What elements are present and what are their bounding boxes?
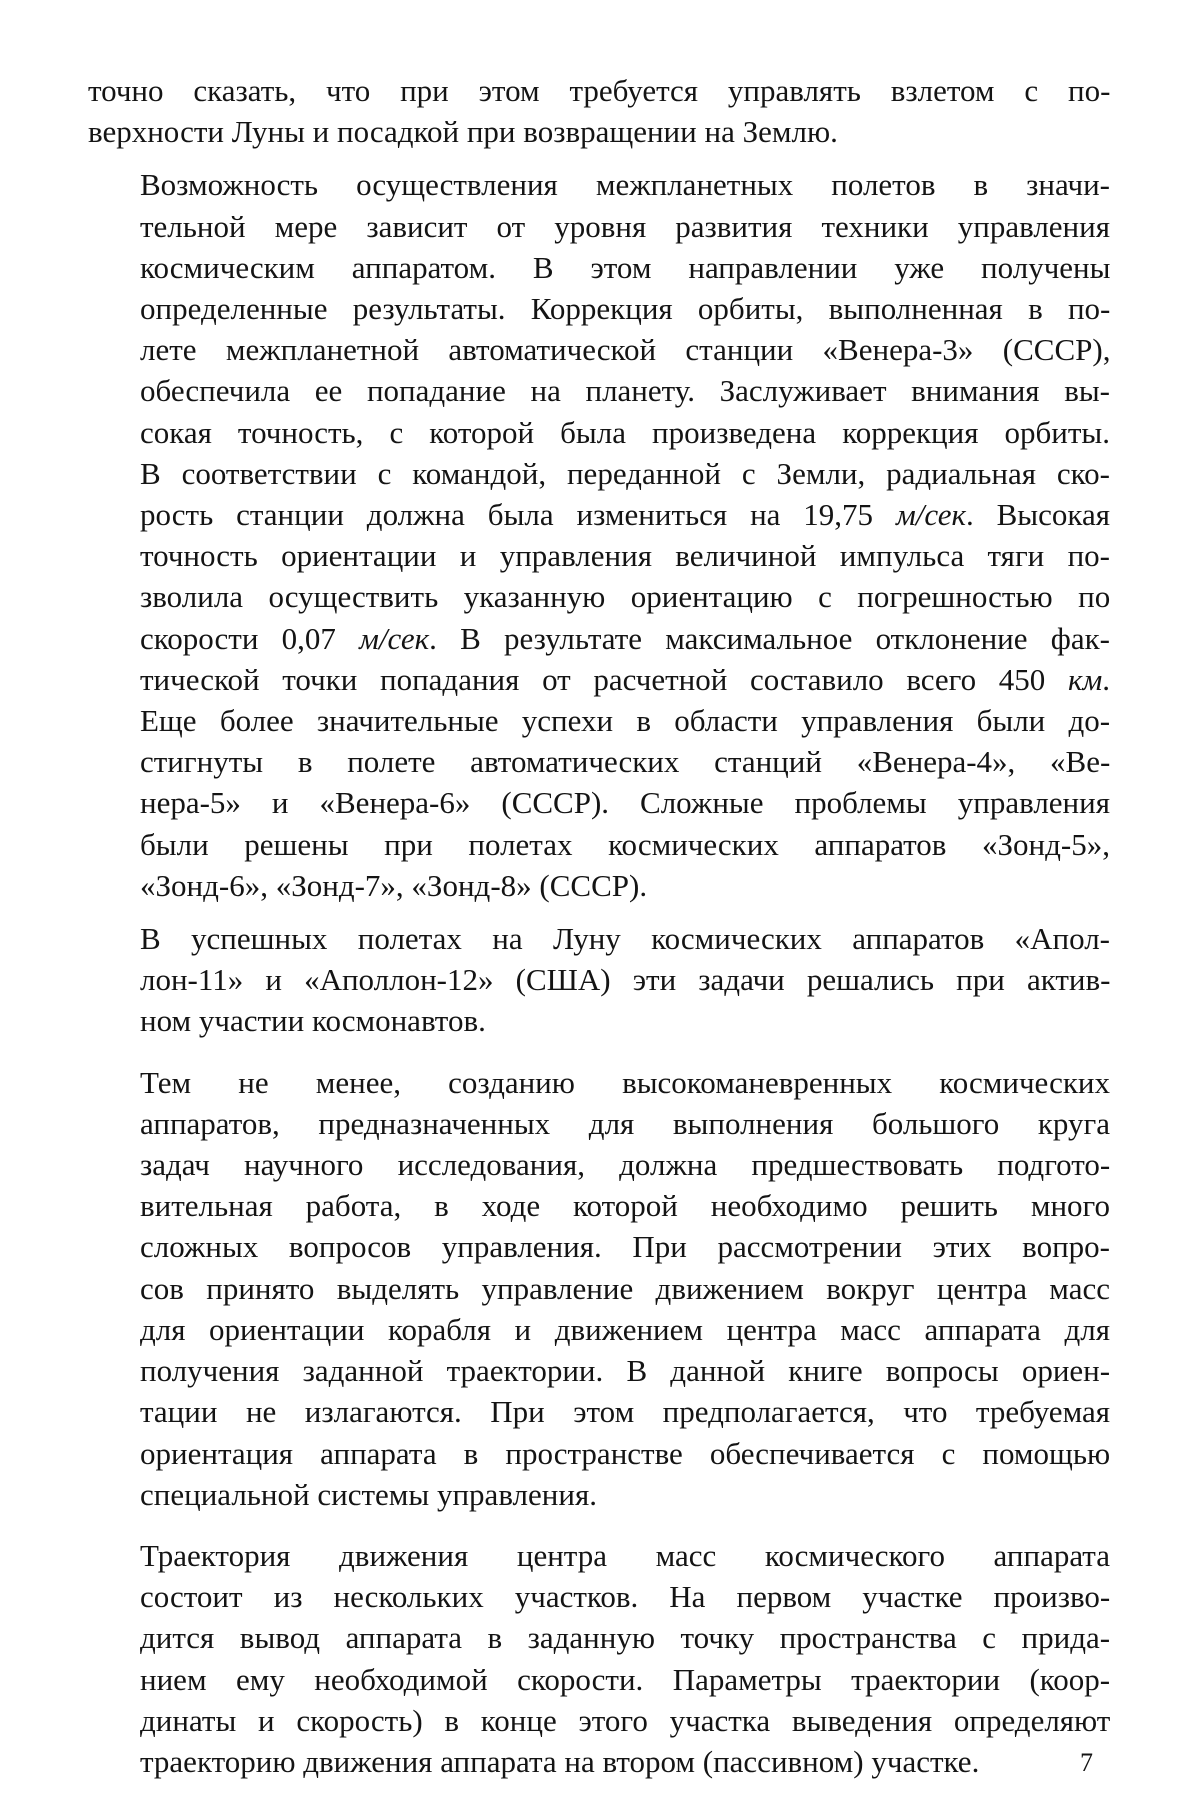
paragraph-3 — [88, 918, 1110, 1042]
text-line: рость станции должна была измениться на 19,75 м/сек. Высокая — [140, 497, 1111, 533]
text-line: сложных вопросов управления. При рассмотрении этих вопро- — [140, 1229, 1110, 1265]
text-line: Возможность осуществления межпланетных полетов в значи- — [140, 167, 1110, 203]
text-line: для ориентации корабля и движением центра масс аппарата для — [140, 1311, 1110, 1347]
text-line: Еще более значительные успехи в области управления были до- — [140, 703, 1111, 739]
text-line: тации не излагаются. При этом предполагается, что требуемая — [140, 1394, 1110, 1430]
text-line: нера-5» и «Венера-6» (СССР). Сложные проблемы управления — [140, 785, 1110, 821]
text-line: скорости 0,07 м/сек. В результате максимальное отклонение фак- — [140, 620, 1110, 656]
text-line: дится вывод аппарата в заданную точку пространства с прида- — [140, 1620, 1111, 1656]
text-line: специальной системы управления. — [140, 1476, 597, 1512]
text-line: верхности Луны и посадкой при возвращении на Землю. — [88, 114, 838, 150]
text-line: стигнуты в полете автоматических станций «Венера-4», «Ве- — [140, 744, 1111, 780]
text-line: обеспечила ее попадание на планету. Заслуживает внимания вы- — [140, 373, 1110, 409]
text-line: динаты и скорость) в конце этого участка выведения определяют — [140, 1702, 1111, 1738]
text-line: Траектория движения центра масс космического аппарата — [140, 1537, 1110, 1573]
text-line: были решены при полетах космических аппаратов «Зонд-5», — [140, 826, 1110, 862]
paragraph-4 — [88, 1062, 1110, 1515]
text-line: космическим аппаратом. В этом направлении уже получены — [140, 249, 1111, 285]
text-line: В успешных полетах на Луну космических аппаратов «Апол- — [140, 921, 1110, 957]
text-line: определенные результаты. Коррекция орбиты, выполненная в по- — [140, 291, 1111, 327]
text-line: Тем не менее, созданию высокоманевренных космических — [140, 1064, 1110, 1100]
text-line: сокая точность, с которой была произведена коррекция орбиты. — [140, 414, 1110, 450]
unit: м/сек — [895, 497, 966, 533]
text-line: тической точки попадания от расчетной составило всего 450 км. — [140, 661, 1110, 697]
text-line: точно сказать, что при этом требуется управлять взлетом с по- — [88, 73, 1111, 108]
paragraph-2 — [88, 164, 1110, 906]
text-line: ном участии космонавтов. — [140, 1003, 486, 1039]
text-line: лон-11» и «Аполлон-12» (США) эти задачи решались при актив- — [140, 962, 1111, 998]
unit: км — [1067, 661, 1103, 697]
text-line: В соответствии с командой, переданной с Земли, радиальная ско- — [140, 455, 1110, 491]
text-line: задач научного исследования, должна предшествовать подгото- — [140, 1147, 1111, 1183]
text-line: получения заданной траектории. В данной книге вопросы ориен- — [140, 1353, 1111, 1389]
text-line: тельной мере зависит от уровня развития техники управления — [140, 208, 1110, 244]
text-line: зволила осуществить указанную ориентацию с погрешностью по — [140, 579, 1111, 615]
text-line: лете межпланетной автоматической станции «Венера-3» (СССР), — [140, 332, 1111, 368]
text-line: точность ориентации и управления величиной импульса тяги по- — [140, 538, 1110, 574]
text-line: состоит из нескольких участков. На первом участке произво- — [140, 1579, 1111, 1615]
text-line: нием ему необходимой скорости. Параметры траектории (коор- — [140, 1661, 1111, 1697]
text-line: траекторию движения аппарата на втором (пассивном) участке. — [140, 1743, 980, 1779]
paragraph-5 — [88, 1535, 1110, 1782]
text-line: ориентация аппарата в пространстве обеспечивается с помощью — [140, 1435, 1111, 1471]
text-line: сов принято выделять управление движением вокруг центра масс — [140, 1270, 1110, 1306]
document-page — [88, 70, 1110, 1782]
paragraph-1 — [88, 70, 1110, 152]
page-number: 7 — [1080, 1748, 1093, 1777]
text-line: «Зонд-6», «Зонд-7», «Зонд-8» (СССР). — [140, 867, 648, 903]
text-line: аппаратов, предназначенных для выполнения большого круга — [140, 1105, 1110, 1141]
text-line: вительная работа, в ходе которой необходимо решить много — [140, 1188, 1110, 1224]
unit: м/сек — [359, 620, 430, 656]
